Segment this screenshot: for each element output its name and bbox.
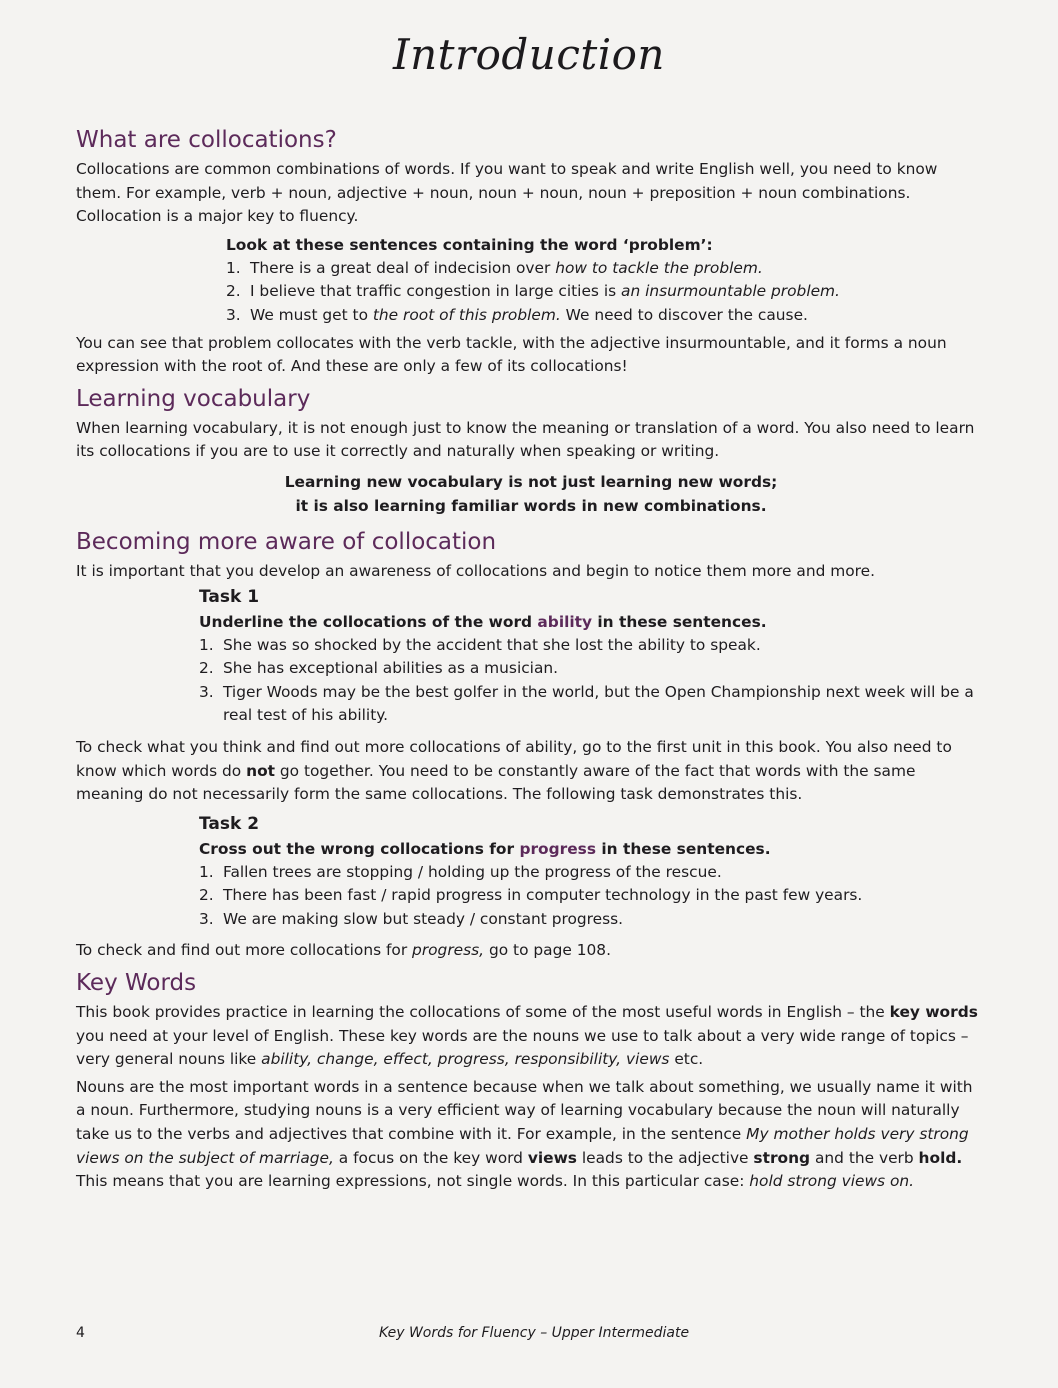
section4-paragraph1: This book provides practice in learning the collocations of some of the most useful words in English – the key words you need at your level of English. These key words are the nouns we use to talk about a very wide range of topics – very general nouns like ability, change, effect, progress, responsibility, views etc. xyxy=(76,1003,978,1069)
list-item: 1. Fallen trees are stopping / holding up the progress of the rescue. xyxy=(199,862,722,881)
example-block xyxy=(226,233,986,328)
callout-line2: it is also learning familiar words in new combinations. xyxy=(295,496,767,515)
section-heading-vocabulary: Learning vocabulary xyxy=(76,385,311,412)
section1-paragraph1: Collocations are common combinations of words. If you want to speak and write English well, you need to know them. For example, verb + noun, adjective + noun, noun + noun, noun + preposition + noun combinations. Collocation is a major key to fluency. xyxy=(76,160,938,226)
list-item: 1. She was so shocked by the accident that she lost the ability to speak. xyxy=(199,635,761,654)
task2-label: Task 2 xyxy=(199,813,260,834)
list-item: 2. She has exceptional abilities as a musician. xyxy=(199,659,559,678)
page-title: Introduction xyxy=(393,30,665,79)
section2-paragraph1: When learning vocabulary, it is not enough just to know the meaning or translation of a word. You also need to learn its collocations if you are to use it correctly and naturally when speaking or writing. xyxy=(76,418,975,461)
section1-paragraph2: You can see that problem collocates with the verb tackle, with the adjective insurmountable, and it forms a noun expression with the root of. And these are only a few of its collocations! xyxy=(76,333,947,376)
task1-list xyxy=(199,634,986,728)
list-item: 3. Tiger Woods may be the best golfer in the world, but the Open Championship next week will be a real test of his ability. xyxy=(199,682,974,725)
task2-list xyxy=(199,861,986,932)
section3-paragraph2: To check what you think and find out more collocations of ability, go to the first unit in this book. You also need to know which words do not go together. You need to be constantly aware of the fact that words with the same meaning do not necessarily form the same collocations. The following task demonstrates this. xyxy=(76,737,952,804)
callout-line1: Learning new vocabulary is not just learning new words; xyxy=(284,472,778,491)
list-item: 3. We are making slow but steady / constant progress. xyxy=(199,909,624,928)
list-item: 2. I believe that traffic congestion in large cities is an insurmountable problem. xyxy=(226,282,840,301)
list-item: 1. There is a great deal of indecision over how to tackle the problem. xyxy=(226,258,763,277)
section3-paragraph3: To check and find out more collocations for progress, go to page 108. xyxy=(76,941,611,960)
section-heading-collocations: What are collocations? xyxy=(76,127,337,153)
section4-paragraph2: Nouns are the most important words in a sentence because when we talk about something, we usually name it with a noun. Furthermore, studying nouns is a very efficient way of learning vocabulary because the noun will naturally take us to the verbs and adjectives that combine with it. For example, in the sentence My mother holds very strong views on the subject of marriage, a focus on the key word views leads to the adjective strong and the verb hold. This means that you are learning expressions, not single words. In this particular case: hold strong views on. xyxy=(76,1077,973,1191)
list-item: 2. There has been fast / rapid progress in computer technology in the past few years. xyxy=(199,886,863,905)
task2-block xyxy=(199,811,986,932)
task2-instructions: Cross out the wrong collocations for progress in these sentences. xyxy=(199,839,771,858)
task1-label: Task 1 xyxy=(199,586,260,607)
example-list xyxy=(226,257,986,328)
example-lead: Look at these sentences containing the word ‘problem’: xyxy=(226,235,713,254)
list-item: 3. We must get to the root of this problem. We need to discover the cause. xyxy=(226,305,808,324)
footer-book-title: Key Words for Fluency – Upper Intermediate xyxy=(378,1325,690,1341)
section-heading-keywords: Key Words xyxy=(76,970,197,997)
task1-block xyxy=(199,584,986,728)
section-heading-awareness: Becoming more aware of collocation xyxy=(76,528,497,555)
main-content xyxy=(76,124,986,1194)
task1-instructions: Underline the collocations of the word ability in these sentences. xyxy=(199,612,767,631)
page-number: 4 xyxy=(76,1325,85,1341)
callout-quote xyxy=(76,470,986,518)
section3-paragraph1: It is important that you develop an awareness of collocations and begin to notice them more and more. xyxy=(76,561,875,580)
